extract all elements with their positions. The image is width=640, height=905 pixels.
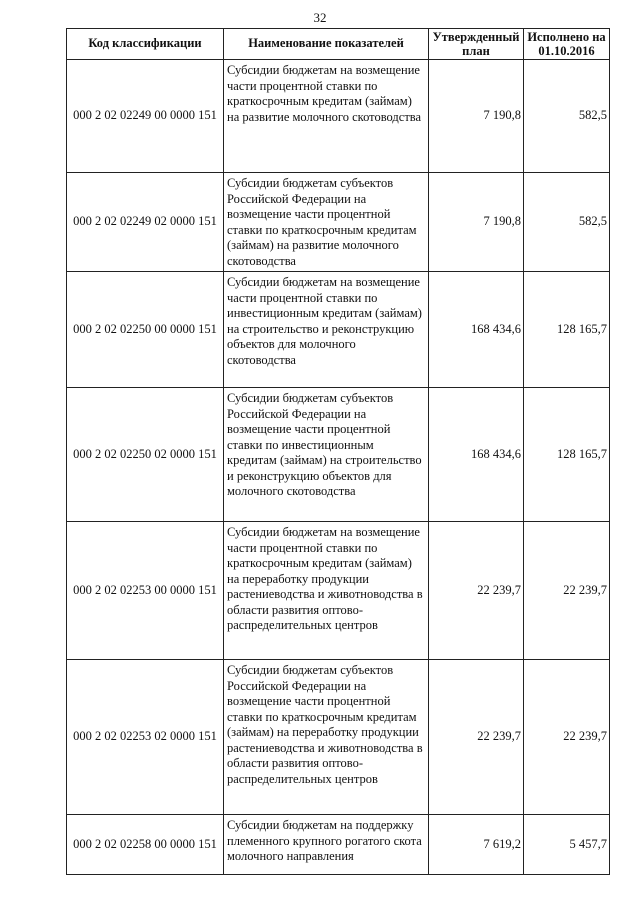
cell-plan: 168 434,6 xyxy=(429,272,524,388)
cell-done: 128 165,7 xyxy=(524,272,610,388)
table-row xyxy=(67,60,610,173)
cell-name: Субсидии бюджетам на возмещение части процентной ставки по краткосрочным кредитам (займам) на переработку продукции растениеводства и животноводства в области развития оптово-распределительных центров xyxy=(224,522,429,660)
cell-name: Субсидии бюджетам субъектов Российской Федерации на возмещение части процентной ставки по краткосрочным кредитам (займам) на развитие молочного скотоводства xyxy=(224,173,429,272)
cell-plan: 7 619,2 xyxy=(429,815,524,875)
table-row xyxy=(67,272,610,388)
table-row xyxy=(67,660,610,815)
table-row xyxy=(67,173,610,272)
cell-code: 000 2 02 02253 02 0000 151 xyxy=(67,660,224,815)
cell-name: Субсидии бюджетам на поддержку племенного крупного рогатого скота молочного направления xyxy=(224,815,429,875)
cell-name: Субсидии бюджетам субъектов Российской Федерации на возмещение части процентной ставки по краткосрочным кредитам (займам) на переработку продукции растениеводства и животноводства в области развития оптово-распределительных центров xyxy=(224,660,429,815)
cell-done: 22 239,7 xyxy=(524,660,610,815)
cell-code: 000 2 02 02250 00 0000 151 xyxy=(67,272,224,388)
cell-code: 000 2 02 02249 02 0000 151 xyxy=(67,173,224,272)
cell-code: 000 2 02 02253 00 0000 151 xyxy=(67,522,224,660)
cell-code: 000 2 02 02250 02 0000 151 xyxy=(67,388,224,522)
cell-done: 22 239,7 xyxy=(524,522,610,660)
cell-code: 000 2 02 02249 00 0000 151 xyxy=(67,60,224,173)
table-row xyxy=(67,522,610,660)
cell-done: 5 457,7 xyxy=(524,815,610,875)
table-row xyxy=(67,388,610,522)
cell-plan: 168 434,6 xyxy=(429,388,524,522)
cell-code: 000 2 02 02258 00 0000 151 xyxy=(67,815,224,875)
budget-table xyxy=(66,28,610,875)
cell-plan: 7 190,8 xyxy=(429,173,524,272)
page-number: 32 xyxy=(313,10,327,25)
cell-name: Субсидии бюджетам на возмещение части процентной ставки по инвестиционным кредитам (займам) на строительство и реконструкцию объектов для молочного скотоводства xyxy=(224,272,429,388)
cell-name: Субсидии бюджетам субъектов Российской Федерации на возмещение части процентной ставки по инвестиционным кредитам (займам) на строительство и реконструкцию объектов для молочного скотоводства xyxy=(224,388,429,522)
table-row xyxy=(67,815,610,875)
cell-done: 582,5 xyxy=(524,173,610,272)
header-plan: Утвержденный план xyxy=(429,29,524,60)
table-header-row xyxy=(67,29,610,60)
header-code: Код классификации xyxy=(67,29,224,60)
cell-plan: 7 190,8 xyxy=(429,60,524,173)
header-name: Наименование показателей xyxy=(224,29,429,60)
header-done: Исполнено на 01.10.2016 xyxy=(524,29,610,60)
cell-name: Субсидии бюджетам на возмещение части процентной ставки по краткосрочным кредитам (займам) на развитие молочного скотоводства xyxy=(224,60,429,173)
cell-done: 128 165,7 xyxy=(524,388,610,522)
cell-plan: 22 239,7 xyxy=(429,660,524,815)
cell-done: 582,5 xyxy=(524,60,610,173)
cell-plan: 22 239,7 xyxy=(429,522,524,660)
